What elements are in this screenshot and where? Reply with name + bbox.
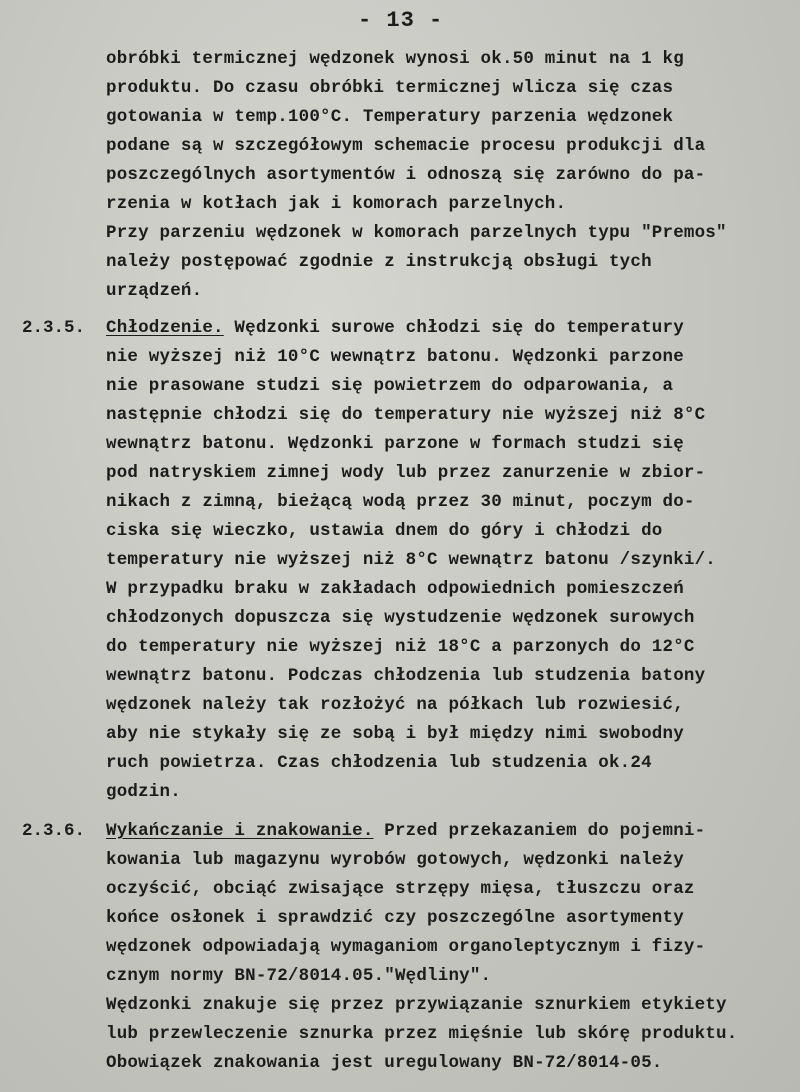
text-line: produktu. Do czasu obróbki termicznej wlicza się czas (106, 78, 674, 98)
section-number: 2.3.5. (22, 318, 86, 338)
text-line: W przypadku braku w zakładach odpowiednich pomieszczeń (106, 579, 684, 599)
text-line: Przed przekazaniem do pojemni- (373, 821, 706, 841)
text-line: nie wyższej niż 10°C wewnątrz batonu. Wędzonki parzone (106, 347, 684, 367)
page-number: - 13 - (358, 8, 444, 33)
text-line: oczyścić, obciąć zwisające strzępy mięsa, tłuszczu oraz (106, 879, 695, 899)
text-line: rzenia w kotłach jak i komorach parzelnych. (106, 194, 567, 214)
text-line: nikach z zimną, bieżącą wodą przez 30 minut, poczym do- (106, 492, 695, 512)
text-line: wędzonek należy tak rozłożyć na półkach lub rozwiesić, (106, 695, 684, 715)
section-heading: Wykańczanie i znakowanie. (106, 821, 374, 841)
text-line: kowania lub magazynu wyrobów gotowych, wędzonki należy (106, 850, 684, 870)
section-heading: Chłodzenie. (106, 318, 224, 338)
text-line: Obowiązek znakowania jest uregulowany BN-72/8014-05. (106, 1053, 663, 1073)
text-line: temperatury nie wyższej niż 8°C wewnątrz batonu /szynki/. (106, 550, 716, 570)
text-line: pod natryskiem zimnej wody lub przez zanurzenie w zbior- (106, 463, 706, 483)
section-number: 2.3.6. (22, 821, 86, 841)
text-line: wewnątrz batonu. Wędzonki parzone w formach studzi się (106, 434, 684, 454)
text-line: obróbki termicznej wędzonek wynosi ok.50 minut na 1 kg (106, 49, 684, 69)
text-line: wędzonek odpowiadają wymaganiom organoleptycznym i fizy- (106, 937, 706, 957)
text-line: aby nie stykały się ze sobą i był między nimi swobodny (106, 724, 684, 744)
text-line: końce osłonek i sprawdzić czy poszczególne asortymenty (106, 908, 684, 928)
section-first-line (106, 820, 705, 842)
text-line: Przy parzeniu wędzonek w komorach parzelnych typu "Premos" (106, 223, 727, 243)
text-line: do temperatury nie wyższej niż 18°C a parzonych do 12°C (106, 637, 695, 657)
text-line: Wędzonki surowe chłodzi się do temperatury (223, 318, 684, 338)
text-line: ciska się wieczko, ustawia dnem do góry i chłodzi do (106, 521, 663, 541)
text-line: poszczególnych asortymentów i odnoszą się zarówno do pa- (106, 165, 706, 185)
section-first-line (106, 317, 684, 339)
text-line: podane są w szczegółowym schemacie procesu produkcji dla (106, 136, 706, 156)
text-line: należy postępować zgodnie z instrukcją obsługi tych (106, 252, 652, 272)
text-line: wewnątrz batonu. Podczas chłodzenia lub studzenia batony (106, 666, 706, 686)
text-line: Wędzonki znakuje się przez przywiązanie sznurkiem etykiety (106, 995, 727, 1015)
text-line: chłodzonych dopuszcza się wystudzenie wędzonek surowych (106, 608, 695, 628)
text-line: nie prasowane studzi się powietrzem do odparowania, a (106, 376, 674, 396)
text-line: gotowania w temp.100°C. Temperatury parzenia wędzonek (106, 107, 674, 127)
text-line: lub przewleczenie sznurka przez mięśnie lub skórę produktu. (106, 1024, 738, 1044)
text-line: cznym normy BN-72/8014.05."Wędliny". (106, 966, 492, 986)
text-line: następnie chłodzi się do temperatury nie wyższej niż 8°C (106, 405, 706, 425)
text-line: godzin. (106, 782, 181, 802)
text-line: ruch powietrza. Czas chłodzenia lub studzenia ok.24 (106, 753, 652, 773)
text-line: urządzeń. (106, 281, 203, 301)
